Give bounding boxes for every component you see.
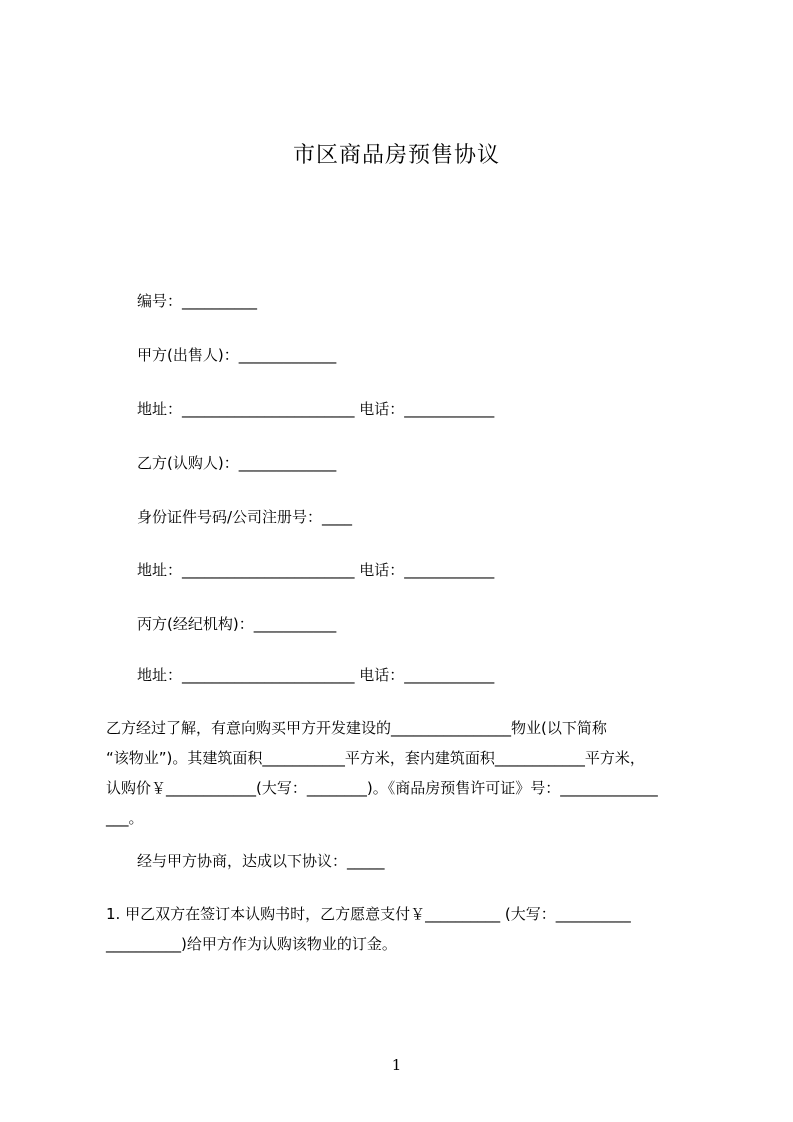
intro-line-4: ___。 <box>106 809 144 827</box>
party-a-field: 甲方(出售人)：_____________ <box>137 346 337 364</box>
page-number: 1 <box>391 1056 402 1074</box>
party-a-address-phone-field: 地址：_______________________ 电话：____________ <box>137 400 495 418</box>
party-c-address-phone-field: 地址：_______________________ 电话：____________ <box>137 666 495 684</box>
document-title: 市区商品房预售协议 <box>292 143 500 168</box>
party-b-id-field: 身份证件号码/公司注册号：____ <box>137 508 353 526</box>
contract-number-field: 编号：__________ <box>137 292 258 310</box>
clause-1-line-1: 1. 甲乙双方在签订本认购书时，乙方愿意支付￥__________ (大写：__________ <box>106 905 631 923</box>
intro-paragraph <box>106 718 704 838</box>
agreement-lead: 经与甲方协商，达成以下协议：_____ <box>137 852 385 870</box>
clause-1-paragraph <box>106 904 704 964</box>
party-b-field: 乙方(认购人)：_____________ <box>137 454 337 472</box>
clause-1-line-2: __________)给甲方作为认购该物业的订金。 <box>106 935 397 953</box>
intro-line-1: 乙方经过了解，有意向购买甲方开发建设的________________物业(以下简称 <box>106 719 607 737</box>
intro-line-2: “该物业”)。其建筑面积___________平方米，套内建筑面积____________平方米， <box>106 749 645 767</box>
party-b-address-phone-field: 地址：_______________________ 电话：____________ <box>137 561 495 579</box>
intro-line-3: 认购价￥____________(大写：________)。《商品房预售许可证》号：_____________ <box>106 779 658 797</box>
party-c-field: 丙方(经纪机构)：___________ <box>137 615 337 633</box>
